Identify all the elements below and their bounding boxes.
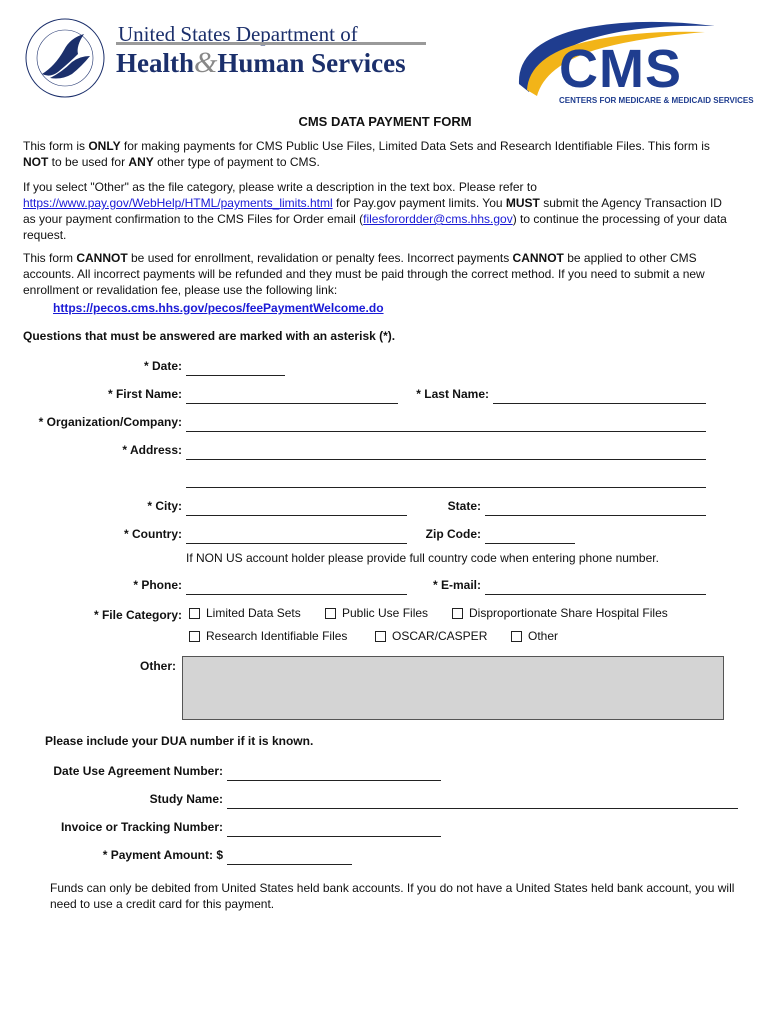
research-identifiable-files-label: Research Identifiable Files xyxy=(206,629,348,643)
organization-label: * Organization/Company: xyxy=(38,415,182,429)
p2-text-a: If you select "Other" as the file category, please write a description in the text box. Please refer to xyxy=(23,180,537,194)
date-label: * Date: xyxy=(143,359,182,373)
p1-text-c: for making payments for CMS Public Use Files, Limited Data Sets and Research Identifiable Files. This form is xyxy=(120,139,710,153)
p3-text-e: be applied to other CMS accounts. All incorrect payments will be refunded and they must be paid through the correct method. If you need to submit a new enrollment or revalidation fee, please use the following link: xyxy=(23,251,705,297)
phone-field[interactable] xyxy=(186,594,407,595)
study-name-field[interactable] xyxy=(227,808,738,809)
last-name-field[interactable] xyxy=(493,403,706,404)
cms-logo xyxy=(515,18,754,108)
research-identifiable-files-checkbox[interactable] xyxy=(189,631,200,642)
dsh-files-label: Disproportionate Share Hospital Files xyxy=(469,606,668,620)
pecos-fee-link[interactable]: https://pecos.cms.hhs.gov/pecos/feePaymentWelcome.do xyxy=(53,301,384,315)
files-for-order-email-link[interactable]: filesforordder@cms.hhs.gov xyxy=(363,212,513,226)
dua-number-field[interactable] xyxy=(227,780,441,781)
other-checkbox[interactable] xyxy=(511,631,522,642)
oscar-casper-checkbox[interactable] xyxy=(375,631,386,642)
zip-field[interactable] xyxy=(485,543,575,544)
other-category-label: Other xyxy=(528,629,559,643)
phone-label: * Phone: xyxy=(133,578,182,592)
cms-wordmark: CMS xyxy=(559,39,682,99)
other-description-textbox[interactable] xyxy=(182,656,724,720)
p3-text-c: be used for enrollment, revalidation or penalty fees. Incorrect payments xyxy=(127,251,513,265)
phone-note: If NON US account holder please provide full country code when entering phone number. xyxy=(186,551,659,565)
file-category-label: * File Category: xyxy=(93,608,182,622)
email-label: * E-mail: xyxy=(432,578,481,592)
address-label: * Address: xyxy=(122,443,182,457)
oscar-casper-label: OSCAR/CASPER xyxy=(392,629,488,643)
p1-text-g: other type of payment to CMS. xyxy=(153,155,320,169)
state-field[interactable] xyxy=(485,515,706,516)
footer-note: Funds can only be debited from United States held bank accounts. If you do not have a United States held bank account, you will need to use a credit card for this payment. xyxy=(50,881,735,911)
p1-only: ONLY xyxy=(88,139,121,153)
city-label: * City: xyxy=(147,499,182,513)
p2-text-d: submit the Agency Transaction ID as your payment confirmation to the CMS Files for Order email ( xyxy=(23,196,722,226)
intro-paragraph xyxy=(23,138,735,170)
email-field[interactable] xyxy=(485,594,706,595)
zip-label: Zip Code: xyxy=(425,527,481,541)
hhs-line2 xyxy=(116,46,406,80)
p1-text-e: to be used for xyxy=(48,155,129,169)
paygov-limits-link[interactable]: https://www.pay.gov/WebHelp/HTML/payments_limits.html xyxy=(23,196,333,210)
dua-heading: Please include your DUA number if it is known. xyxy=(45,734,314,748)
state-label: State: xyxy=(447,499,481,513)
dsh-files-checkbox[interactable] xyxy=(452,608,463,619)
country-label: * Country: xyxy=(124,527,182,541)
p3-text-a: This form xyxy=(23,251,77,265)
p1-not: NOT xyxy=(23,155,49,169)
date-field[interactable] xyxy=(186,375,285,376)
public-use-files-checkbox[interactable] xyxy=(325,608,336,619)
p2-must: MUST xyxy=(505,196,540,210)
address-field-line2[interactable] xyxy=(186,487,706,488)
hhs-line1: United States Department of xyxy=(118,22,358,46)
p2-text-e: ) to continue the processing of your data request. xyxy=(23,212,727,242)
address-field-line1[interactable] xyxy=(186,459,706,460)
country-field[interactable] xyxy=(186,543,407,544)
study-name-label: Study Name: xyxy=(149,792,223,806)
form-title: CMS DATA PAYMENT FORM xyxy=(298,114,472,129)
first-name-field[interactable] xyxy=(186,403,398,404)
hhs-health: Health xyxy=(116,48,194,78)
organization-field[interactable] xyxy=(186,431,706,432)
limited-data-sets-label: Limited Data Sets xyxy=(206,606,301,620)
invoice-label: Invoice or Tracking Number: xyxy=(60,820,223,834)
last-name-label: * Last Name: xyxy=(416,387,489,401)
other-label: Other: xyxy=(140,659,176,673)
cms-subtitle: CENTERS FOR MEDICARE & MEDICAID SERVICES xyxy=(559,96,754,105)
p2-text-b: for Pay.gov payment limits. You xyxy=(332,196,506,210)
hhs-human-services: Human Services xyxy=(217,48,406,78)
payment-amount-field[interactable] xyxy=(227,864,352,865)
public-use-files-label: Public Use Files xyxy=(342,606,429,620)
p3-cannot-2: CANNOT xyxy=(512,251,564,265)
hhs-seal-icon xyxy=(20,16,110,100)
dua-number-label: Date Use Agreement Number: xyxy=(53,764,223,778)
p3-cannot-1: CANNOT xyxy=(76,251,128,265)
invoice-field[interactable] xyxy=(227,836,441,837)
required-note: Questions that must be answered are marked with an asterisk (*). xyxy=(23,329,396,343)
other-instructions-paragraph xyxy=(23,179,735,243)
cannot-paragraph xyxy=(23,250,735,298)
city-field[interactable] xyxy=(186,515,407,516)
payment-amount-label: * Payment Amount: $ xyxy=(102,848,223,862)
p1-any: ANY xyxy=(128,155,154,169)
p1-text-a: This form is xyxy=(23,139,89,153)
limited-data-sets-checkbox[interactable] xyxy=(189,608,200,619)
first-name-label: * First Name: xyxy=(107,387,182,401)
hhs-rule xyxy=(116,42,426,45)
hhs-logo xyxy=(20,16,440,100)
hhs-ampersand: & xyxy=(194,46,218,79)
